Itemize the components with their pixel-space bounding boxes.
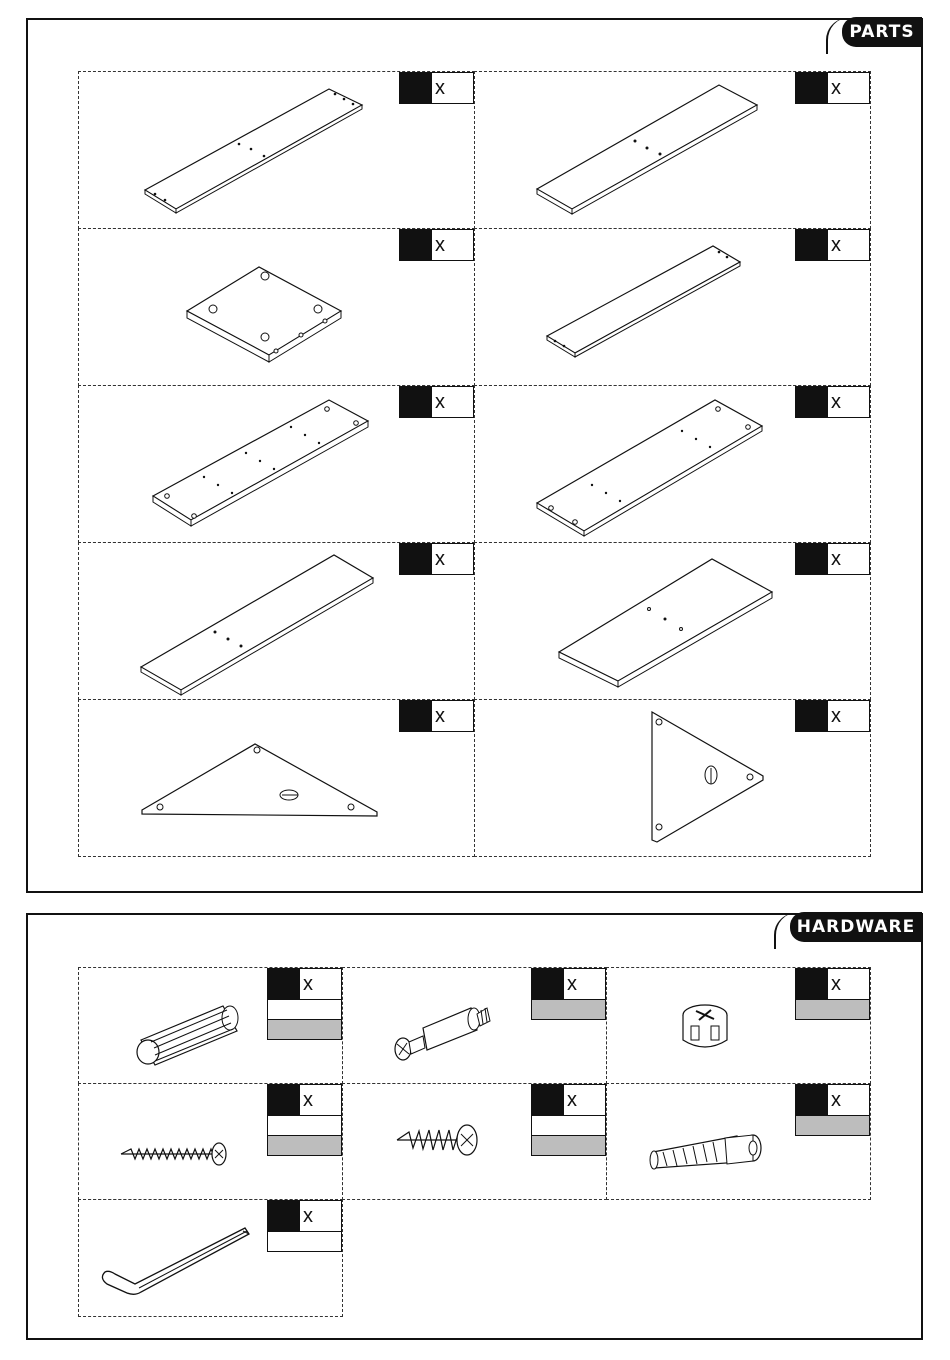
long-narrow-panel-icon (475, 229, 872, 387)
part-cell-7 (78, 542, 475, 700)
long-panel-icon (79, 543, 476, 701)
cam-bolt-icon (343, 968, 608, 1085)
long-panel-icon (79, 72, 476, 230)
wooden-dowel-icon (79, 968, 344, 1085)
long-screw-icon (79, 1084, 344, 1201)
long-panel-icon (475, 72, 872, 230)
hardware-cell-3 (606, 967, 871, 1084)
hardware-tab-frame (774, 913, 928, 949)
hardware-cell-5 (342, 1083, 607, 1200)
part-cell-10 (474, 699, 871, 857)
parts-tab: PARTS (842, 17, 922, 47)
hardware-cell-6 (606, 1083, 871, 1200)
qty-mark: x (831, 77, 841, 99)
part-cell-2 (474, 71, 871, 229)
hardware-cell-2 (342, 967, 607, 1084)
qty-mark: x (303, 1089, 313, 1111)
hardware-cell-1 (78, 967, 343, 1084)
qty-mark: x (831, 234, 841, 256)
hardware-tab: HARDWARE (790, 912, 922, 942)
part-cell-6 (474, 385, 871, 543)
qty-mark: x (831, 1089, 841, 1111)
shelf-panel-icon (475, 543, 872, 701)
part-cell-8 (474, 542, 871, 700)
part-cell-5 (78, 385, 475, 543)
parts-tab-frame (826, 18, 928, 54)
allen-key-icon (79, 1200, 344, 1318)
qty-mark: x (831, 705, 841, 727)
long-panel-holes-icon (79, 386, 476, 544)
triangle-bracket-icon (475, 700, 872, 858)
qty-mark: x (435, 391, 445, 413)
wall-anchor-icon (607, 1084, 872, 1201)
triangle-bracket-icon (79, 700, 476, 858)
part-cell-3 (78, 228, 475, 386)
part-cell-4 (474, 228, 871, 386)
qty-mark: x (567, 1089, 577, 1111)
part-cell-9 (78, 699, 475, 857)
small-square-panel-icon (79, 229, 476, 387)
short-screw-icon (343, 1084, 608, 1201)
qty-mark: x (435, 705, 445, 727)
part-cell-1 (78, 71, 475, 229)
hardware-cell-7 (78, 1199, 343, 1317)
long-panel-holes-icon (475, 386, 872, 544)
hardware-cell-4 (78, 1083, 343, 1200)
qty-mark: x (831, 973, 841, 995)
qty-mark: x (831, 548, 841, 570)
qty-mark: x (435, 234, 445, 256)
qty-mark: x (567, 973, 577, 995)
qty-mark: x (303, 973, 313, 995)
cam-lock-icon (607, 968, 872, 1085)
qty-mark: x (831, 391, 841, 413)
qty-mark: x (303, 1205, 313, 1227)
qty-mark: x (435, 548, 445, 570)
qty-mark: x (435, 77, 445, 99)
